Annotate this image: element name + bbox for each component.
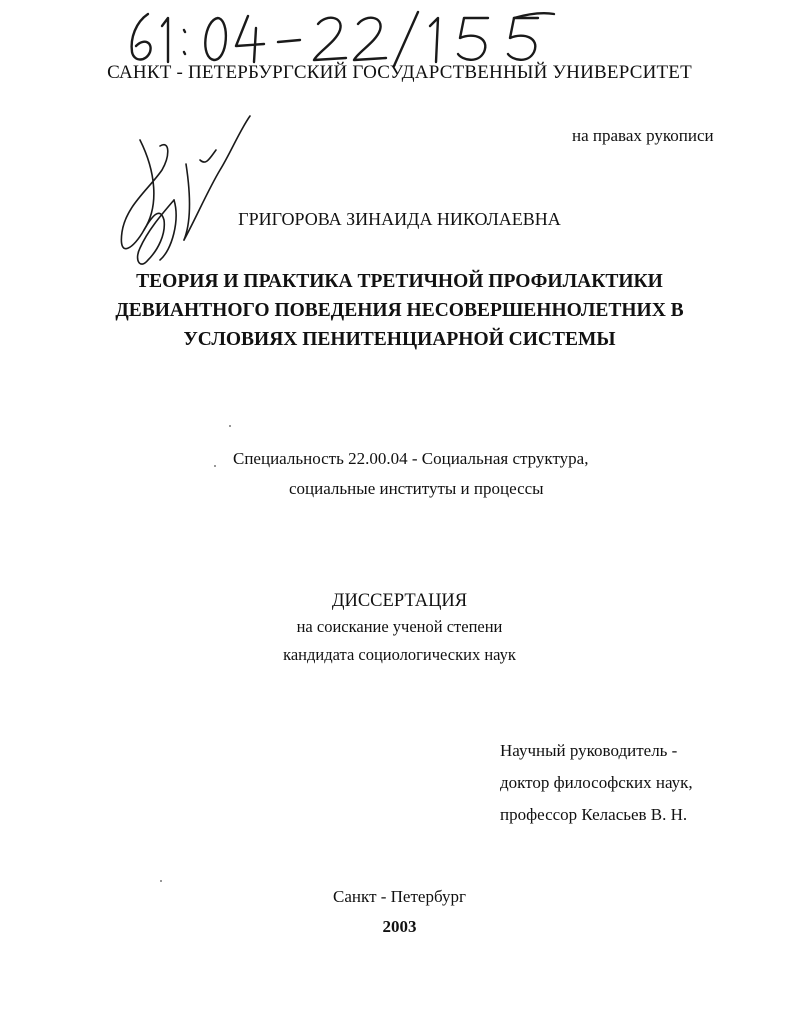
- handwritten-archive-number: [118, 8, 578, 70]
- place-and-year: [0, 882, 799, 942]
- dissertation-title: [60, 267, 739, 354]
- manuscript-rights-note: на правах рукописи: [572, 126, 714, 145]
- degree-line-2: кандидата социологических наук: [283, 645, 516, 664]
- degree-line-1: на соискание ученой степени: [296, 617, 503, 636]
- advisor-line-1: Научный руководитель -: [500, 741, 678, 760]
- scan-speck: [214, 465, 216, 467]
- year: 2003: [382, 917, 417, 936]
- scan-speck: [160, 880, 162, 882]
- title-line: ДЕВИАНТНОГО ПОВЕДЕНИЯ НЕСОВЕРШЕННОЛЕТНИХ В: [115, 300, 684, 321]
- title-line: ТЕОРИЯ И ПРАКТИКА ТРЕТИЧНОЙ ПРОФИЛАКТИКИ: [136, 271, 663, 292]
- specialty-line-1: Специальность 22.00.04 - Социальная структура,: [233, 449, 589, 468]
- university-name: САНКТ - ПЕТЕРБУРГСКИЙ ГОСУДАРСТВЕННЫЙ УНИВЕРСИТЕТ: [107, 62, 692, 83]
- signature: [100, 110, 260, 280]
- title-line: УСЛОВИЯХ ПЕНИТЕНЦИАРНОЙ СИСТЕМЫ: [183, 329, 616, 350]
- specialty-line-2: социальные институты и процессы: [289, 479, 544, 498]
- author-name: ГРИГОРОВА ЗИНАИДА НИКОЛАЕВНА: [238, 209, 561, 229]
- dissertation-block: [0, 589, 799, 669]
- specialty-block: [233, 444, 588, 504]
- advisor-block: [500, 735, 693, 831]
- scan-speck: [229, 425, 231, 427]
- dissertation-heading: ДИССЕРТАЦИЯ: [331, 591, 468, 611]
- advisor-line-3: профессор Келасьев В. Н.: [500, 805, 688, 824]
- advisor-line-2: доктор философских наук,: [500, 773, 693, 792]
- city: Санкт - Петербург: [333, 887, 466, 906]
